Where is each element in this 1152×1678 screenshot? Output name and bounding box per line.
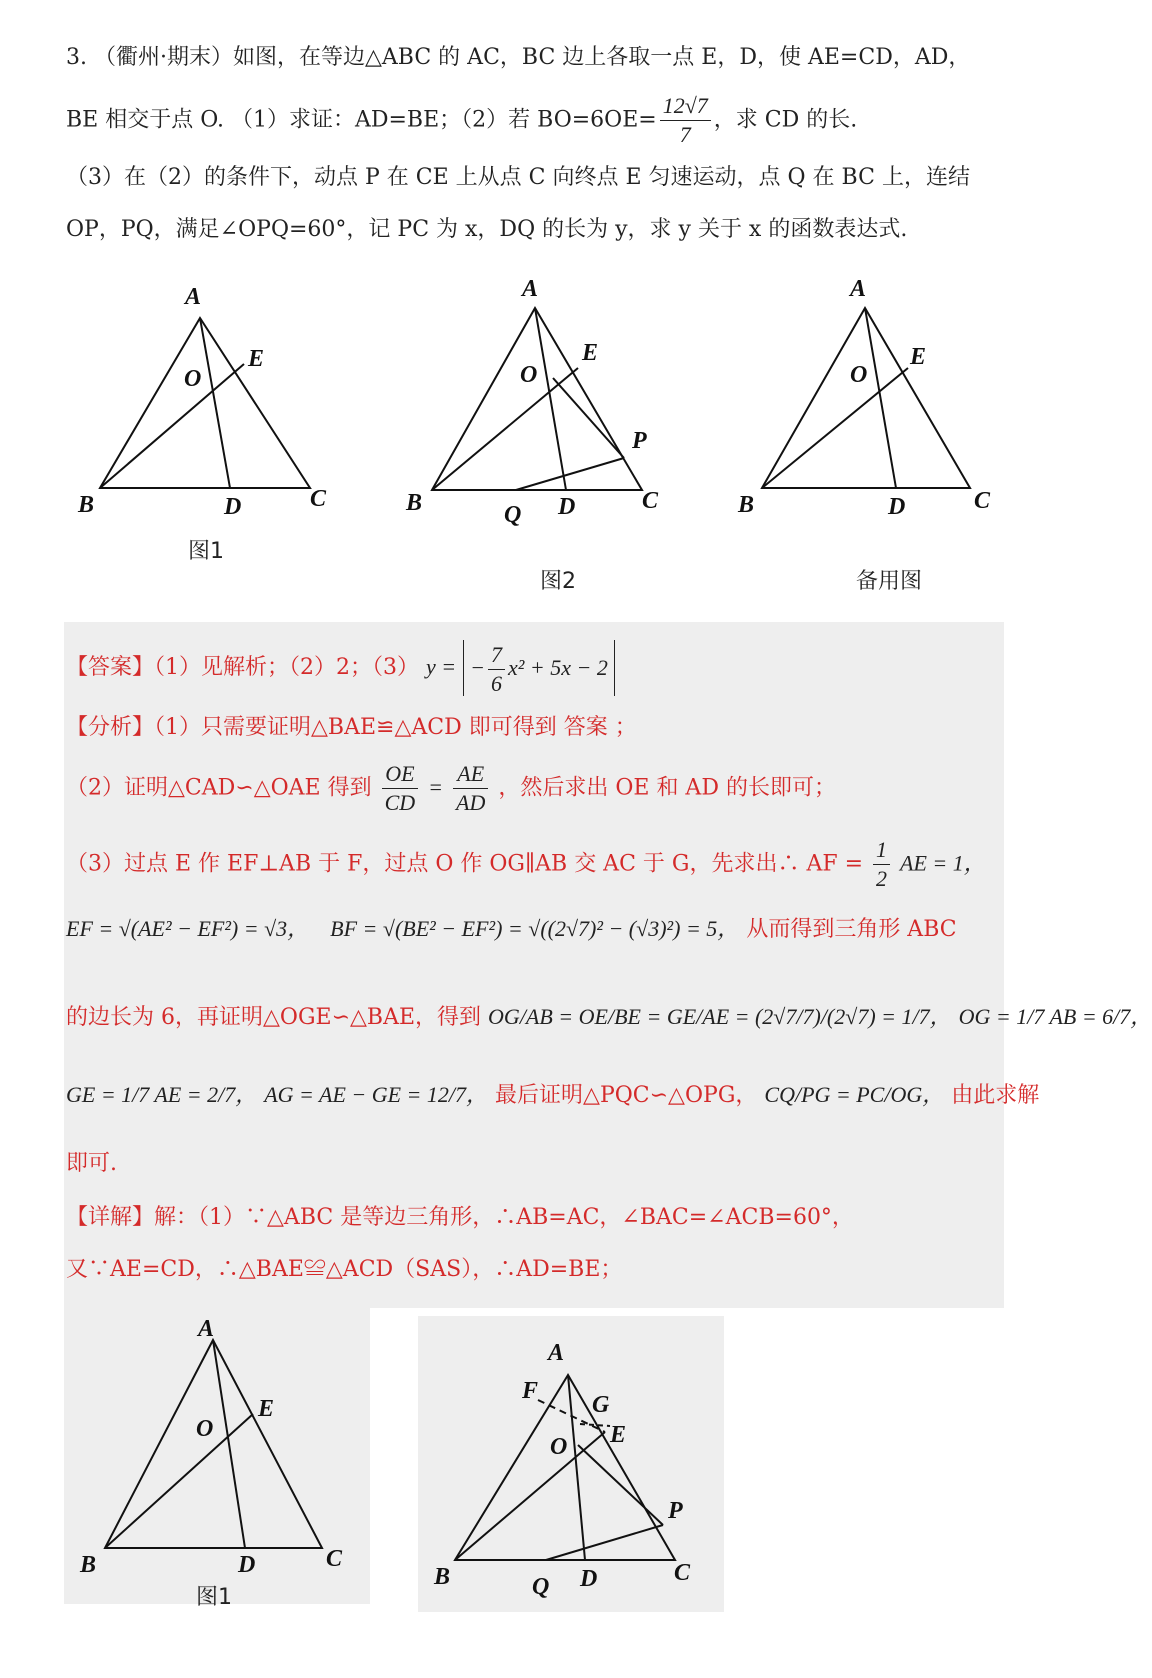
- frac-den: 7: [679, 122, 691, 147]
- frac-num: 12√7: [660, 92, 711, 121]
- figure-1: [70, 280, 350, 550]
- analysis-tag: 【分析】: [66, 715, 155, 740]
- label-C: C: [674, 1560, 691, 1586]
- label-O: O: [196, 1416, 214, 1442]
- problem-line-2-text: BE 相交于点 O. （1）求证：AD=BE；（2）若 BO=6OE=: [66, 107, 657, 133]
- label-A: A: [522, 276, 539, 302]
- label-B: B: [78, 492, 95, 518]
- label-C: C: [326, 1546, 343, 1572]
- figure-3: [730, 278, 1010, 548]
- label-A: A: [185, 284, 202, 310]
- analysis-line-4: [66, 912, 957, 943]
- frac-den: 2: [876, 866, 888, 891]
- label-D: D: [238, 1552, 256, 1578]
- label-D: D: [558, 494, 576, 520]
- bottom-figure-1-caption: 图1: [196, 1585, 232, 1610]
- analysis-l5-ratio: OG/AB = OE/BE = GE/AE = (2√7/7)/(2√7) = 1/7，: [488, 1004, 952, 1029]
- frac-den: CD: [384, 790, 416, 815]
- label-F: F: [522, 1378, 539, 1404]
- analysis-l4c: 从而得到三角形 ABC: [746, 917, 957, 942]
- analysis-l6e: 由此求解: [951, 1083, 1040, 1108]
- answer-rest: x² + 5x − 2: [508, 655, 608, 680]
- label-A: A: [198, 1316, 215, 1342]
- label-E: E: [582, 340, 599, 366]
- detail-l1: 解：（1）∵△ABC 是等边三角形，∴AB=AC，∠BAC=∠ACB=60°，: [154, 1205, 854, 1230]
- analysis-l6d: CQ/PG = PC/OG，: [764, 1082, 945, 1107]
- detail-tag: 【详解】: [66, 1205, 155, 1230]
- answer-y-eq: y =: [426, 654, 457, 679]
- analysis-line-5: [66, 1000, 1152, 1031]
- figure-2: [400, 278, 680, 548]
- frac-oe-cd: [382, 760, 419, 817]
- label-O: O: [550, 1434, 568, 1460]
- label-D: D: [888, 494, 906, 520]
- label-Q: Q: [532, 1574, 550, 1600]
- frac-ae-ad: [453, 760, 488, 817]
- label-P: P: [632, 428, 647, 454]
- problem-line-4: OP，PQ，满足∠OPQ=60°，记 PC 为 x，DQ 的长为 y，求 y 关于 x 的函数表达式.: [66, 217, 908, 242]
- label-B: B: [434, 1564, 451, 1590]
- frac-num: OE: [382, 760, 419, 789]
- label-G: G: [592, 1392, 610, 1418]
- label-O: O: [850, 362, 868, 388]
- label-C: C: [310, 486, 327, 512]
- analysis-l3: （3）过点 E 作 EF⊥AB 于 F，过点 O 作 OG∥AB 交 AC 于 G，先求出∴ AF =: [66, 851, 864, 877]
- label-C: C: [974, 488, 991, 514]
- label-A: A: [850, 276, 867, 302]
- frac-half: [873, 836, 890, 893]
- answer-abs: [463, 640, 615, 696]
- label-O: O: [184, 366, 202, 392]
- analysis-l5-og: OG = 1/7 AB = 6/7，: [958, 1004, 1152, 1029]
- analysis-line-2: （2）证明△CAD∽△OAE 得到 $\frac{OE}{CD}$ = $\frac{AE}{AD}$ ，然后求出 OE 和 AD 的长即可；: [66, 761, 836, 815]
- analysis-line-1: [66, 710, 637, 741]
- answer-line: [66, 640, 615, 696]
- label-E: E: [248, 346, 265, 372]
- analysis-l6a: GE = 1/7 AE = 2/7，: [66, 1082, 258, 1107]
- frac-den: AD: [456, 790, 486, 815]
- bottom-figure-1: [70, 1310, 370, 1600]
- frac-den: 6: [491, 671, 502, 697]
- fraction: [660, 92, 711, 149]
- analysis-l4b: BF = √(BE² − EF²) = √((2√7)² − (√3)²) = 5，: [330, 916, 740, 941]
- analysis-line-6: [66, 1078, 1039, 1109]
- analysis-line-3: [66, 836, 986, 893]
- answer-text: （1）见解析；（2）2；（3）: [154, 655, 420, 680]
- detail-line-1: [66, 1200, 854, 1231]
- label-B: B: [80, 1552, 97, 1578]
- frac-num: 1: [873, 836, 890, 865]
- bottom-figure-2: [420, 1320, 720, 1610]
- label-D: D: [224, 494, 242, 520]
- figure-2-caption: 图2: [540, 569, 576, 594]
- label-A: A: [548, 1340, 565, 1366]
- analysis-l1: （1）只需要证明△BAE≌△ACD 即可得到 答案 ；: [154, 715, 637, 740]
- label-E: E: [258, 1396, 275, 1422]
- problem-line-3: （3）在（2）的条件下，动点 P 在 CE 上从点 C 向终点 E 匀速运动，点 Q 在 BC 上，连结: [66, 165, 970, 190]
- analysis-l4a: EF = √(AE² − EF²) = √3，: [66, 916, 310, 941]
- analysis-l3-end: AE = 1，: [900, 850, 986, 876]
- analysis-l6c: 最后证明△PQC∽△OPG，: [495, 1083, 758, 1108]
- label-Q: Q: [504, 502, 522, 528]
- analysis-l2a: （2）证明△CAD∽△OAE 得到: [66, 775, 372, 801]
- answer-frac: [488, 641, 505, 698]
- analysis-l2b: ，然后求出 OE 和 AD 的长即可；: [498, 775, 836, 801]
- detail-line-2: 又∵AE=CD，∴△BAE≌△ACD（SAS），∴AD=BE；: [66, 1257, 623, 1282]
- label-D: D: [580, 1566, 598, 1592]
- frac-num: 7: [488, 641, 505, 670]
- label-E: E: [610, 1422, 627, 1448]
- label-E: E: [910, 344, 927, 370]
- label-P: P: [668, 1498, 683, 1524]
- figure-1-caption: 图1: [188, 539, 224, 564]
- label-B: B: [406, 490, 423, 516]
- analysis-l5a: 的边长为 6，再证明△OGE∽△BAE，得到: [66, 1005, 482, 1030]
- answer-tag: 【答案】: [66, 655, 155, 680]
- label-C: C: [642, 488, 659, 514]
- minus: −: [470, 655, 485, 680]
- problem-line-2-end: ，求 CD 的长.: [713, 107, 858, 133]
- problem-line-1: 3. （衢州·期末）如图，在等边△ABC 的 AC，BC 边上各取一点 E，D，使 AE=CD，AD，: [66, 45, 971, 70]
- problem-line-2: [66, 92, 857, 149]
- frac-num: AE: [453, 760, 488, 789]
- label-B: B: [738, 492, 755, 518]
- figure-3-caption: 备用图: [856, 569, 923, 594]
- analysis-l6b: AG = AE − GE = 12/7，: [264, 1082, 489, 1107]
- analysis-line-7: 即可.: [66, 1151, 117, 1176]
- label-O: O: [520, 362, 538, 388]
